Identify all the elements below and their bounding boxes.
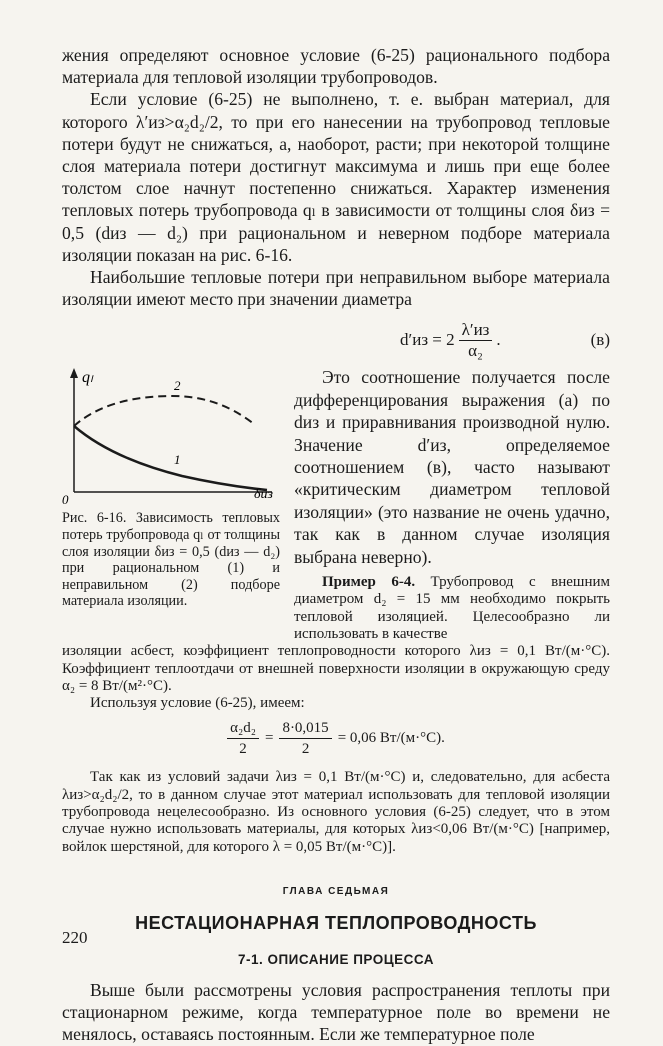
formula-numerator: λ′из (459, 320, 493, 341)
page-number: 220 (62, 928, 88, 947)
example-fraction-1 (227, 718, 259, 759)
curve-1 (74, 426, 267, 490)
paragraph-2: Если условие (6-25) не выполнено, т. е. выбран материал, для которого λ′из>α₂d₂/2, то при его нанесении на трубопровод тепловые потери будут не снижаться, а, наоборот, расти; при некоторой толщине слоя материала потери достигнут максимума и лишь при еще более толстом слое начнут постепенно снижаться. Характер изменения тепловых потерь трубопровода qₗ в зависимости от толщины слоя δиз = 0,5 (dиз — d₂) при рациональном и неверном подборе материала изоляции показан на рис. 6-16. (62, 89, 610, 265)
chapter-title: НЕСТАЦИОНАРНАЯ ТЕПЛОПРОВОДНОСТЬ (135, 912, 537, 933)
example-fraction-1-numerator: α₂d₂ (227, 718, 259, 739)
heat-loss-graph (62, 366, 280, 506)
paragraph-1: жения определяют основное условие (6-25) рационального подбора материала для тепловой изоляции трубопроводов. (62, 45, 610, 88)
example-title: Пример 6-4. (322, 574, 416, 591)
example-fraction-1-denominator: 2 (239, 741, 247, 758)
y-axis-label: qₗ (82, 369, 93, 387)
formula-tail: . (496, 330, 501, 350)
section-title: 7-1. ОПИСАНИЕ ПРОЦЕССА (237, 951, 435, 967)
example-text: Трубопровод с внешним диаметром d₂ = 15 мм необходимо покрыть тепловой изоляцией. Целесообразно ли использовать в качестве (294, 574, 610, 642)
example-fraction-2 (279, 718, 331, 759)
example-continued: изоляции асбест, коэффициент теплопроводности которого λиз = 0,1 Вт/(м·°С). Коэффициент теплоотдачи от внешней поверхности изоляции в окружающую среду α₂ = 8 Вт/(м²·°С). (62, 643, 610, 694)
curve-2-label: 2 (174, 378, 181, 394)
chapter-intro: Выше были рассмотрены условия распространения теплоты при стационарном режиме, когда температурное поле во времени не менялось, оставаясь постоянным. Если же температурное поле (62, 979, 610, 1045)
example-conclusion: Так как из условий задачи λиз = 0,1 Вт/(м·°С) и, следовательно, для асбеста λиз>α₂d₂/2, то в данном случае этот материал использовать для тепловой изоляции трубопровода нецелесообразно. Из основного условия (6-25) следует, что в этом случае нужно использовать материалы, для которых λиз<0,06 Вт/(м·°С) [например, войлок шерстяной, для которого λ = 0,05 Вт/(м·°С)]. (62, 769, 610, 855)
x-axis-label: δиз (254, 487, 273, 503)
figure-caption: Рис. 6-16. Зависимость тепловых потерь трубопровода qₗ от толщины слоя изоляции δиз = 0,5 (dиз — d₂) при рациональном (1) и неправильном (2) подборе материала изоляции. (62, 510, 280, 610)
example-formula-result: = 0,06 Вт/(м·°С). (337, 730, 445, 747)
formula-example (62, 718, 610, 759)
example-fraction-2-denominator: 2 (301, 741, 310, 758)
formula-critical-diameter (62, 316, 610, 364)
right-column (294, 366, 610, 643)
curve-1-label: 1 (174, 452, 181, 468)
figure-and-text (62, 366, 610, 643)
example-using: Используя условие (6-25), имеем: (90, 695, 305, 712)
curve-2 (74, 396, 254, 426)
page-content (62, 44, 610, 1046)
equals-sign: = (264, 730, 274, 747)
formula-lhs: d′из = 2 (400, 330, 455, 350)
formula-label: (в) (590, 330, 610, 350)
formula-denominator: α₂ (468, 340, 483, 360)
origin-label: 0 (62, 492, 69, 507)
paragraph-4: Это соотношение получается после дифференцирования выражения (а) по dиз и приравнивания производной нулю. Значение d′из, определяемое соотношением (в), часто называют «критическим диаметром тепловой изоляции» (это название не очень удачно, так как в данном случае изоляция выбрана неверно). (294, 367, 610, 567)
chapter-label: ГЛАВА СЕДЬМАЯ (282, 885, 390, 897)
y-axis-arrow-icon (70, 368, 78, 378)
example-fraction-2-numerator: 8·0,015 (279, 718, 331, 739)
paragraph-3: Наибольшие тепловые потери при неправильном выборе материала изоляции имеют место при значении диаметра (62, 267, 610, 310)
example-start (294, 574, 610, 643)
formula-fraction (459, 320, 493, 361)
figure-6-16 (62, 366, 280, 643)
formula-body (400, 320, 501, 361)
